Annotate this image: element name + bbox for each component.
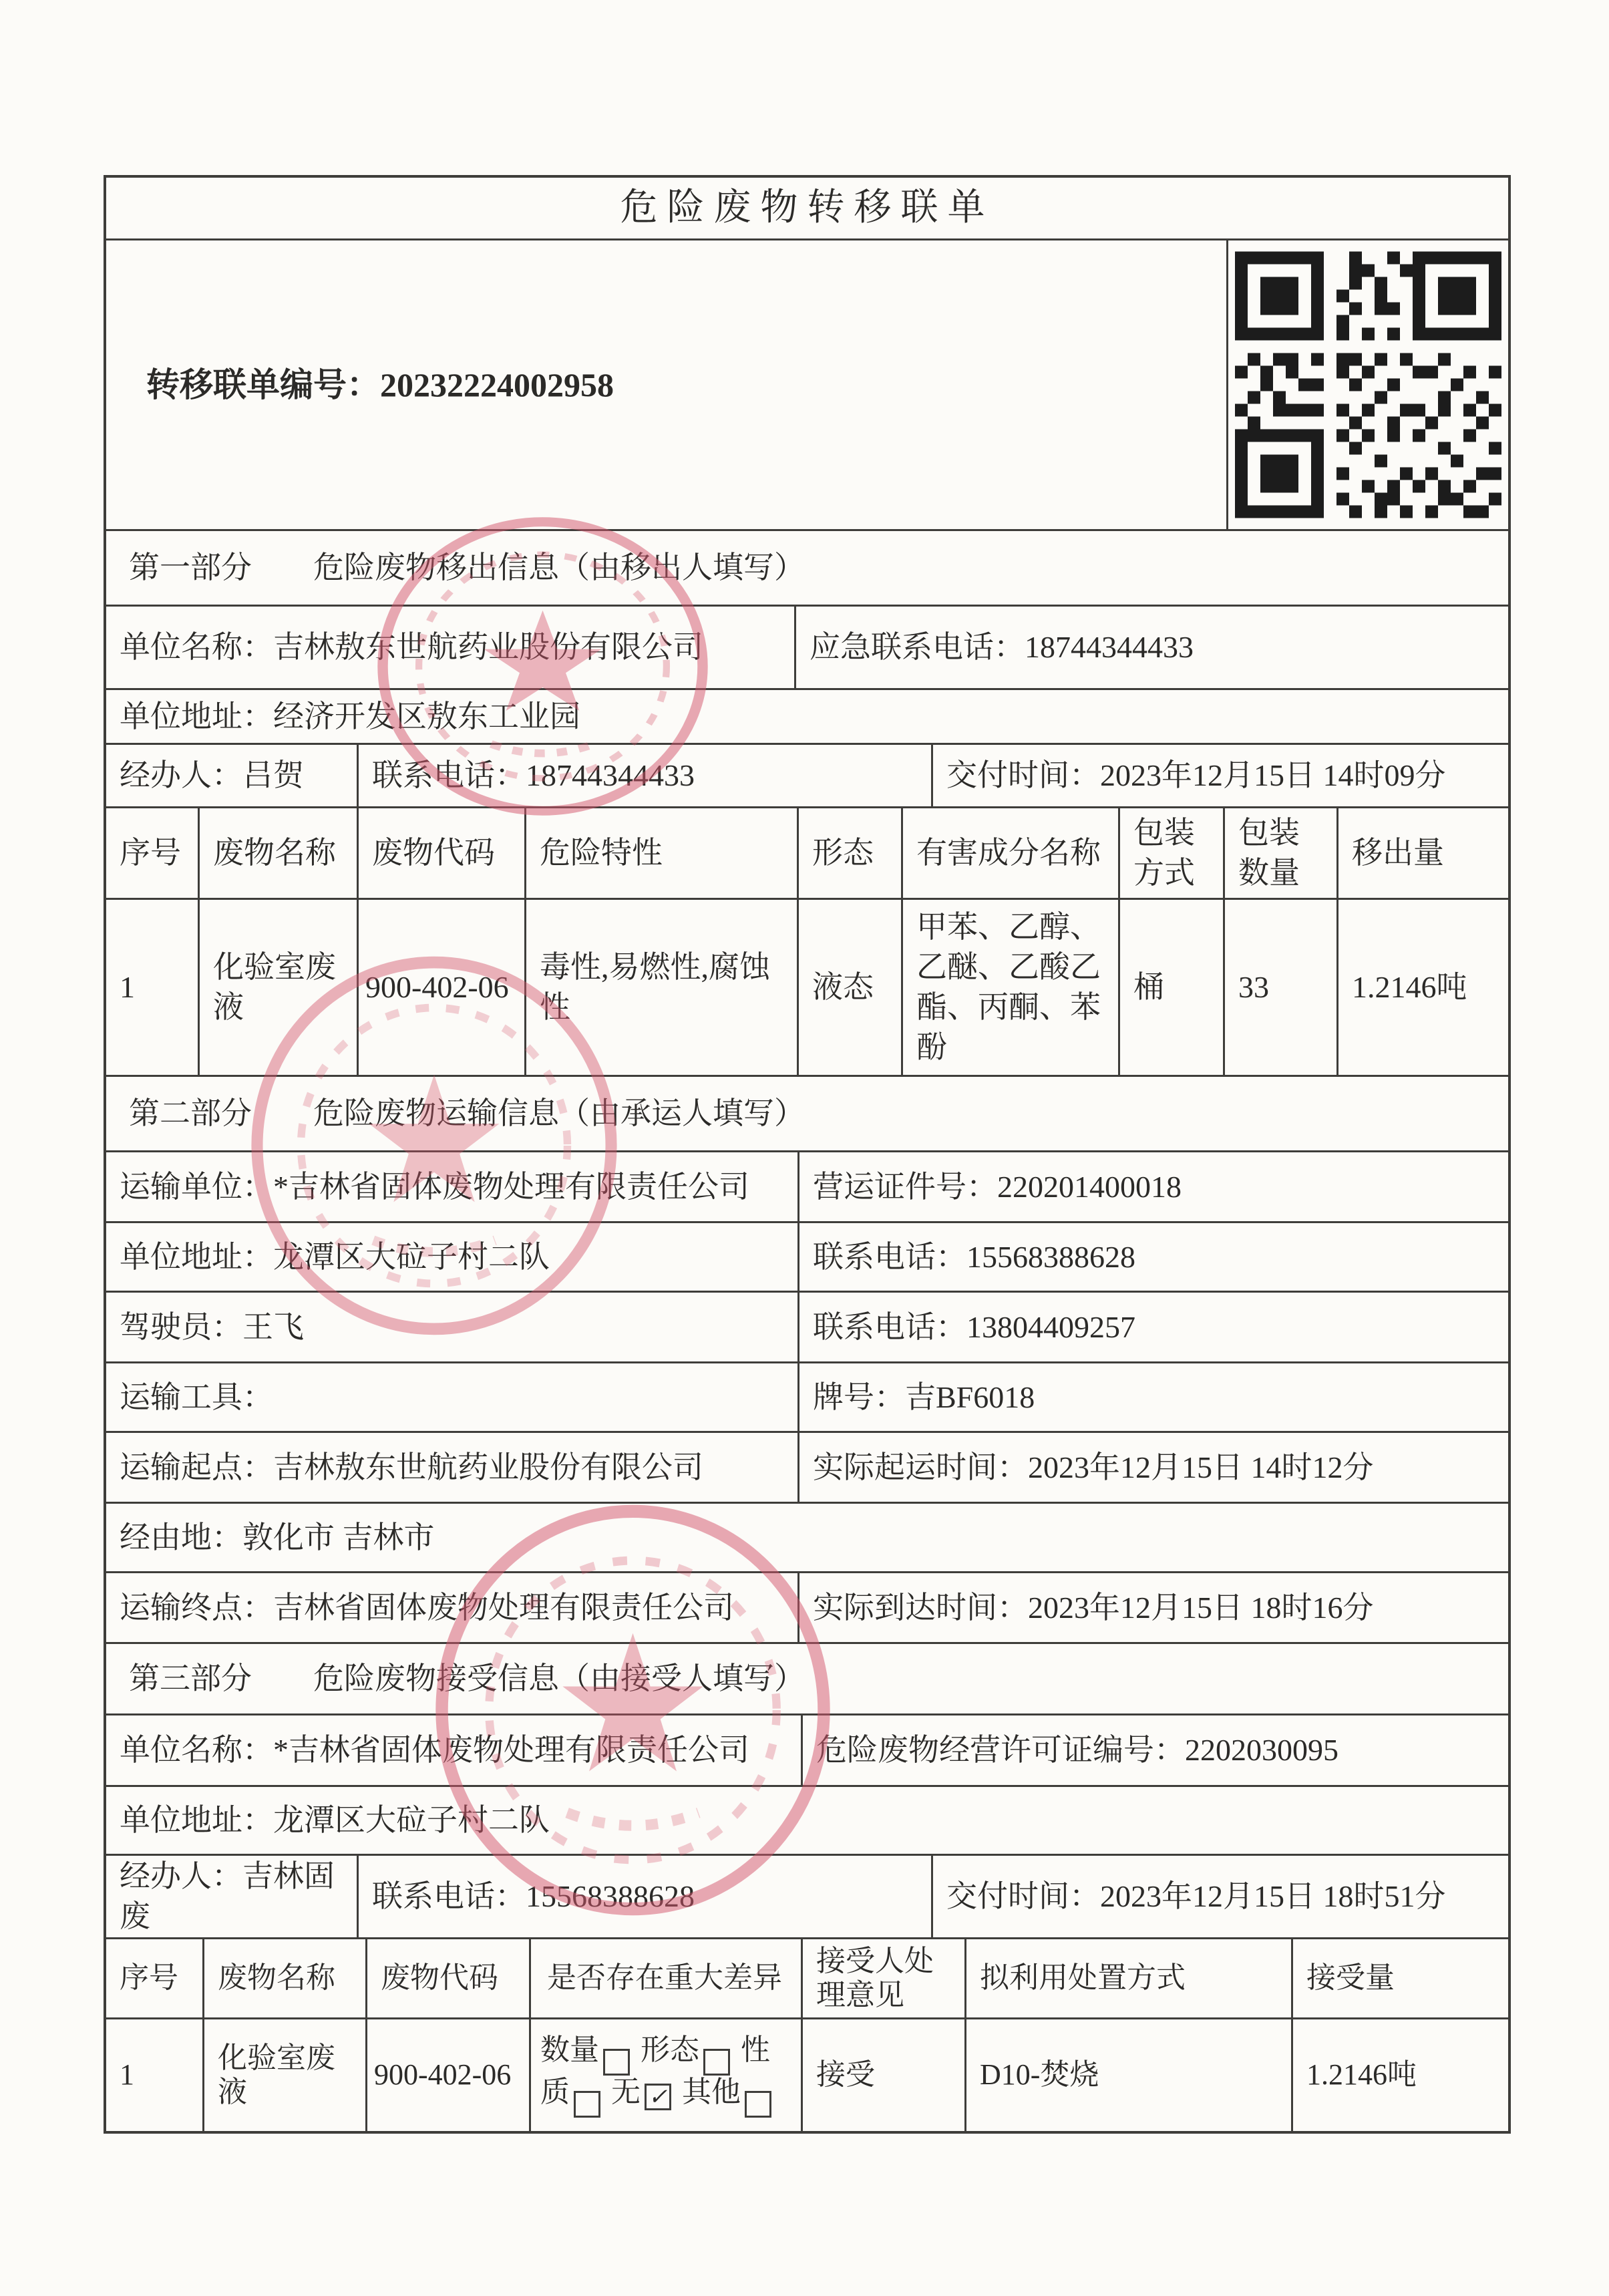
section1-header-row <box>106 529 1508 605</box>
col2-disposal: 拟利用处置方式 <box>980 1961 1186 1995</box>
driver-row <box>106 1291 1508 1361</box>
receiver-deliver-time-value: 2023年12月15日 18时51分 <box>1100 1879 1446 1914</box>
section1-address-row <box>106 688 1508 743</box>
col2-discrepancy: 是否存在重大差异 <box>547 1961 782 1995</box>
receiver-agent-label: 经办人： <box>120 1859 242 1894</box>
generator-address-label: 单位地址： <box>120 699 273 733</box>
carrier-phone-cell <box>797 1223 1508 1291</box>
waste-packaging: 桶 <box>1133 970 1164 1005</box>
carrier-name-cell <box>106 1152 797 1221</box>
carrier-address-value: 龙潭区大砬子村二队 <box>273 1239 550 1274</box>
waste-components: 甲苯、乙醇、乙醚、乙酸乙酯、丙酮、苯酚 <box>916 910 1101 1064</box>
driver-cell <box>106 1293 797 1361</box>
receiver-phone-label: 联系电话： <box>372 1879 526 1914</box>
carrier-address-label: 单位地址： <box>120 1239 273 1274</box>
receiver-phone-value: 15568388628 <box>526 1879 695 1914</box>
section1-agent-row <box>106 743 1508 806</box>
section1-header: 第一部分 危险废物移出信息（由移出人填写） <box>129 550 805 585</box>
plate-label: 牌号： <box>813 1379 905 1414</box>
col-amount-out: 移出量 <box>1352 836 1444 870</box>
carrier-license-label: 营运证件号： <box>813 1169 997 1204</box>
carrier-name-label: 运输单位： <box>120 1169 273 1204</box>
generator-phone-label: 联系电话： <box>372 758 526 793</box>
col-waste-name: 废物名称 <box>213 836 336 870</box>
generator-name-label: 单位名称： <box>120 630 273 665</box>
driver-label: 驾驶员： <box>120 1309 242 1344</box>
depart-time-cell <box>797 1433 1508 1502</box>
destination-label: 运输终点： <box>120 1590 273 1625</box>
emergency-phone-label: 应急联系电话： <box>810 630 1025 665</box>
checkbox-nature <box>574 2091 600 2118</box>
discrepancy-cell <box>529 2019 801 2131</box>
receiver-agent-row <box>106 1854 1508 1937</box>
col-form: 形态 <box>812 836 874 870</box>
receiver-name-label: 单位名称： <box>120 1733 273 1768</box>
via-value: 敦化市 吉林市 <box>242 1520 435 1554</box>
col-waste-code: 废物代码 <box>372 836 495 870</box>
manifest-table <box>104 175 1511 2134</box>
waste-name: 化验室废液 <box>213 950 336 1024</box>
origin-cell <box>106 1433 797 1502</box>
deliver-time-label: 交付时间： <box>946 758 1100 793</box>
generator-phone-cell <box>357 745 931 806</box>
receiver-address-cell <box>106 1787 1508 1854</box>
col2-waste-name: 废物名称 <box>218 1961 335 1995</box>
deliver-time-value: 2023年12月15日 14时09分 <box>1100 758 1446 793</box>
receive-table-header-row <box>106 1937 1508 2017</box>
arrive-time-label: 实际到达时间： <box>813 1590 1028 1625</box>
waste-table-header-row <box>106 806 1508 898</box>
manifest-number-label: 转移联单编号： <box>146 365 380 403</box>
checkbox-none-checked: ✓ <box>645 2084 671 2110</box>
receiver-name-value: *吉林省固体废物处理有限责任公司 <box>273 1733 749 1768</box>
section3-header-row <box>106 1642 1508 1713</box>
col2-seq: 序号 <box>120 1961 178 1995</box>
generator-agent-label: 经办人： <box>120 758 242 793</box>
receive-seq: 1 <box>120 2058 134 2092</box>
col-components: 有害成分名称 <box>916 836 1101 870</box>
generator-address-value: 经济开发区敖东工业园 <box>273 699 580 733</box>
waste-code: 900-402-06 <box>365 970 509 1005</box>
receiver-address-value: 龙潭区大砬子村二队 <box>273 1803 550 1838</box>
receive-opinion: 接受 <box>816 2058 875 2092</box>
carrier-address-row <box>106 1221 1508 1291</box>
receiver-deliver-time-cell <box>931 1856 1508 1937</box>
driver-value: 王飞 <box>242 1309 304 1344</box>
receiver-row <box>106 1713 1508 1785</box>
generator-deliver-time-cell <box>931 745 1508 806</box>
permit-cell <box>801 1715 1508 1785</box>
carrier-phone-label: 联系电话： <box>813 1239 966 1274</box>
checkbox-form-label: 形态 <box>641 2033 699 2066</box>
col-seq: 序号 <box>120 836 181 870</box>
carrier-address-cell <box>106 1223 797 1291</box>
section2-header: 第二部分 危险废物运输信息（由承运人填写） <box>129 1096 805 1131</box>
waste-seq: 1 <box>120 970 135 1005</box>
origin-value: 吉林敖东世航药业股份有限公司 <box>273 1450 703 1484</box>
checkbox-form <box>703 2049 730 2076</box>
waste-form: 液态 <box>812 970 874 1005</box>
receive-waste-name: 化验室废液 <box>218 2041 335 2108</box>
permit-value: 2202030095 <box>1185 1733 1338 1768</box>
via-row <box>106 1502 1508 1571</box>
destination-value: 吉林省固体废物处理有限责任公司 <box>273 1590 734 1625</box>
plate-cell <box>797 1363 1508 1431</box>
checkbox-quantity-label: 数量 <box>540 2033 599 2066</box>
generator-name-value: 吉林敖东世航药业股份有限公司 <box>273 630 703 665</box>
waste-amount-out: 1.2146吨 <box>1352 970 1467 1005</box>
generator-name-cell <box>106 607 794 688</box>
col-packaging: 包装方式 <box>1133 816 1195 890</box>
vehicle-label: 运输工具： <box>120 1379 273 1414</box>
permit-label: 危险废物经营许可证编号： <box>816 1733 1185 1768</box>
section2-header-row <box>106 1075 1508 1150</box>
carrier-phone-value: 15568388628 <box>966 1239 1135 1274</box>
origin-label: 运输起点： <box>120 1450 273 1484</box>
checkbox-nature-label: 性质 <box>540 2033 770 2108</box>
section1-unit-row <box>106 605 1508 688</box>
waste-table-data-row <box>106 898 1508 1075</box>
checkbox-none-label: 无 <box>611 2075 641 2108</box>
plate-value: 吉BF6018 <box>905 1379 1035 1414</box>
via-cell <box>106 1504 1508 1571</box>
manifest-number-cell <box>106 240 1226 529</box>
driver-phone-cell <box>797 1293 1508 1361</box>
generator-phone-value: 18744344433 <box>526 758 695 793</box>
emergency-phone-value: 18744344433 <box>1025 630 1194 665</box>
qr-code-icon <box>1235 251 1501 518</box>
receiver-agent-cell <box>106 1856 357 1937</box>
carrier-license-value: 220201400018 <box>997 1169 1182 1204</box>
receiver-agent-value: 吉林固废 <box>120 1859 335 1933</box>
page-title: 危险废物转移联单 <box>620 187 995 228</box>
col-package-count: 包装数量 <box>1238 816 1300 890</box>
arrive-time-value: 2023年12月15日 18时16分 <box>1028 1590 1374 1625</box>
destination-row <box>106 1571 1508 1642</box>
emergency-phone-cell <box>794 607 1508 688</box>
driver-phone-value: 13804409257 <box>966 1309 1135 1344</box>
qr-code-cell <box>1226 240 1508 529</box>
checkbox-other <box>745 2091 771 2118</box>
carrier-row <box>106 1150 1508 1221</box>
arrive-time-cell <box>797 1573 1508 1642</box>
receiver-name-cell <box>106 1715 801 1785</box>
receive-table-data-row <box>106 2017 1508 2131</box>
generator-agent-cell <box>106 745 357 806</box>
section3-header: 第三部分 危险废物接受信息（由接受人填写） <box>129 1661 805 1696</box>
vehicle-row <box>106 1361 1508 1431</box>
receiver-deliver-time-label: 交付时间： <box>946 1879 1100 1914</box>
receiver-phone-cell <box>357 1856 931 1937</box>
waste-hazard: 毒性,易燃性,腐蚀性 <box>540 950 770 1024</box>
carrier-name-value: *吉林省固体废物处理有限责任公司 <box>273 1169 749 1204</box>
receiver-address-label: 单位地址： <box>120 1803 273 1838</box>
carrier-license-cell <box>797 1152 1508 1221</box>
receive-amount-in: 1.2146吨 <box>1306 2058 1417 2092</box>
via-label: 经由地： <box>120 1520 242 1554</box>
generator-agent-value: 吕贺 <box>242 758 304 793</box>
col2-waste-code: 废物代码 <box>381 1961 498 1995</box>
checkbox-quantity <box>603 2049 630 2076</box>
receive-waste-code: 900-402-06 <box>374 2058 512 2092</box>
receiver-address-row <box>106 1785 1508 1854</box>
origin-row <box>106 1431 1508 1502</box>
col2-amount-in: 接受量 <box>1306 1961 1395 1995</box>
col2-opinion: 接受人处理意见 <box>816 1944 934 2011</box>
col-hazard: 危险特性 <box>540 836 663 870</box>
destination-cell <box>106 1573 797 1642</box>
checkbox-other-label: 其他 <box>682 2075 741 2108</box>
generator-address-cell <box>106 690 1508 743</box>
receive-disposal: D10-焚烧 <box>980 2058 1099 2092</box>
manifest-number-value: 20232224002958 <box>380 365 614 403</box>
depart-time-value: 2023年12月15日 14时12分 <box>1028 1450 1374 1484</box>
driver-phone-label: 联系电话： <box>813 1309 966 1344</box>
title-row <box>106 178 1508 238</box>
waste-package-count: 33 <box>1238 970 1269 1005</box>
vehicle-cell <box>106 1363 797 1431</box>
manifest-meta-row <box>106 238 1508 529</box>
depart-time-label: 实际起运时间： <box>813 1450 1028 1484</box>
